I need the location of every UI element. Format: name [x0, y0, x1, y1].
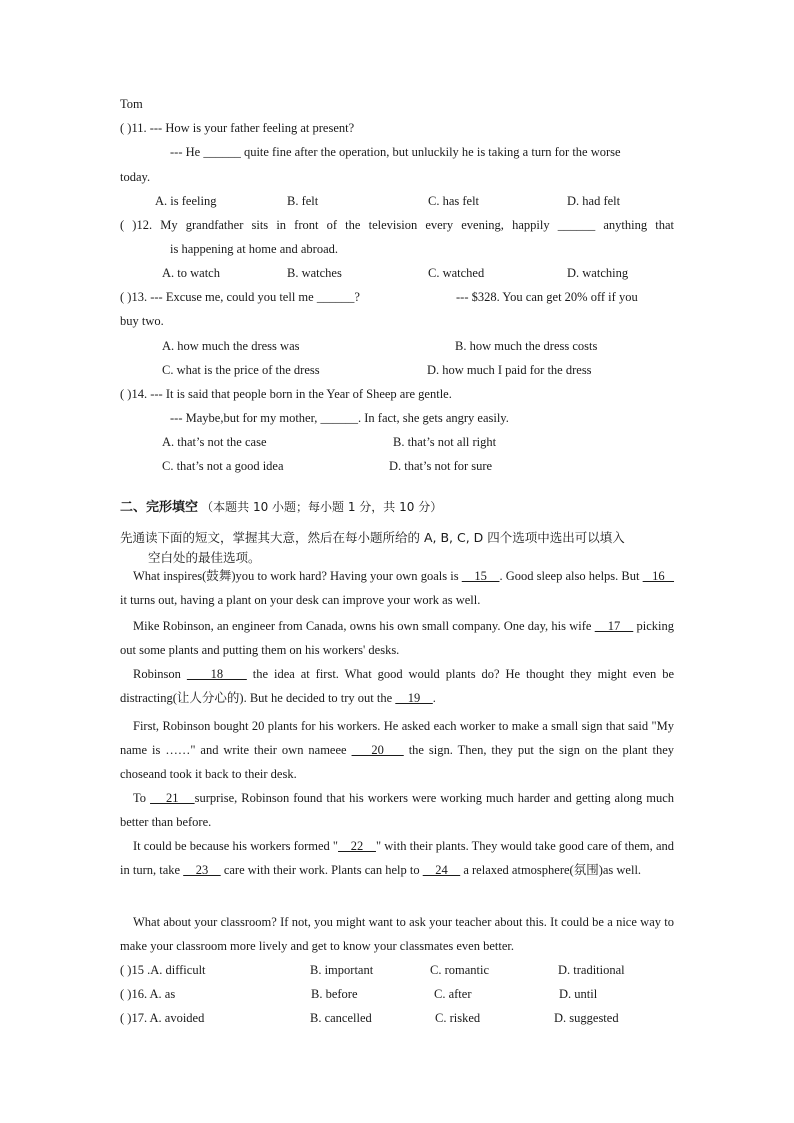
cloze-q17-c: C. risked: [435, 1011, 481, 1025]
q14-option-a: A. that’s not the case: [162, 435, 267, 449]
top-word: Tom: [120, 97, 143, 111]
q12-option-b: B. watches: [287, 266, 342, 280]
q11-option-d: D. had felt: [567, 194, 621, 208]
q13-option-a: A. how much the dress was: [162, 339, 300, 353]
instruction-line2: 空白处的最佳选项。: [148, 550, 261, 565]
blank-18: 18: [186, 667, 247, 681]
section-title: 二、完形填空: [120, 500, 199, 515]
cloze-q16-c: C. after: [434, 987, 472, 1001]
q12-option-a: A. to watch: [162, 266, 220, 280]
blank-20: 20: [351, 743, 404, 757]
section-note: （本题共 10 小题；每小题 1 分，共 10 分）: [201, 500, 443, 514]
cloze-q17-d: D. suggested: [554, 1011, 619, 1025]
blank-22: 22: [338, 839, 376, 853]
q14-line2: --- Maybe,but for my mother, ______. In fact, she gets angry easily.: [170, 411, 509, 425]
q12-line2: is happening at home and abroad.: [170, 242, 339, 256]
q13-answer-text: --- $328. You can get 20% off if you: [456, 290, 638, 304]
q14-stem: ( )14. --- It is said that people born in the Year of Sheep are gentle.: [120, 387, 452, 401]
q11-option-b: B. felt: [287, 194, 319, 208]
passage-paragraph-5: To 21 surprise, Robinson found that his workers were working much harder and getting along much better than before.: [120, 791, 675, 829]
blank-15: 15: [461, 569, 500, 583]
cloze-q17-b: B. cancelled: [310, 1011, 372, 1025]
blank-21: 21: [150, 791, 195, 805]
q14-option-d: D. that’s not for sure: [389, 459, 493, 473]
cloze-q15-a: ( )15 .A. difficult: [120, 963, 206, 977]
cloze-q15-d: D. traditional: [558, 963, 625, 977]
passage-paragraph-3: Robinson 18 the idea at first. What good would plants do? He thought they might even be distracting(让人分心的). But he decided to try out the 19 .: [120, 667, 675, 705]
instruction-line1: 先通读下面的短文，掌握其大意，然后在每小题所给的 A, B, C, D 四个选项中选出可以填入: [120, 530, 625, 545]
q11-line2: --- He ______ quite fine after the operation, but unluckily he is taking a turn for the worse: [170, 145, 621, 159]
q12-option-c: C. watched: [428, 266, 485, 280]
passage-paragraph-7: What about your classroom? If not, you might want to ask your teacher about this. It could be a nice way to make your classroom more lively and get to know your classmates even better.: [120, 915, 674, 953]
q12-option-d: D. watching: [567, 266, 629, 280]
cloze-q16-d: D. until: [559, 987, 598, 1001]
cloze-q16-a: ( )16. A. as: [120, 987, 176, 1001]
q13-option-b: B. how much the dress costs: [455, 339, 598, 353]
q11-option-a: A. is feeling: [155, 194, 217, 208]
section-heading: [120, 499, 442, 516]
cloze-q15-b: B. important: [310, 963, 374, 977]
q14-option-b: B. that’s not all right: [393, 435, 497, 449]
passage-paragraph-6: It could be because his workers formed " 22 " with their plants. They would take good care of them, and in turn, take 23 care with their work. Plants can help to 24 a relaxed atmosphere(氛围)as well.: [120, 839, 675, 877]
q13-line2: buy two.: [120, 314, 164, 328]
blank-23: 23: [183, 863, 221, 877]
blank-16: 16: [642, 569, 675, 583]
passage-paragraph-2: Mike Robinson, an engineer from Canada, owns his own small company. One day, his wife 17 picking out some plants and putting them on his workers' desks.: [120, 619, 675, 657]
q14-option-c: C. that’s not a good idea: [162, 459, 284, 473]
cloze-q17-a: ( )17. A. avoided: [120, 1011, 205, 1025]
q13-option-c: C. what is the price of the dress: [162, 363, 320, 377]
q12-stem: ( )12. My grandfather sits in front of the television every evening, happily ______ anything that: [120, 218, 674, 232]
q13-stem: ( )13. --- Excuse me, could you tell me ______?: [120, 290, 360, 304]
q11-option-c: C. has felt: [428, 194, 480, 208]
passage-paragraph-4: First, Robinson bought 20 plants for his workers. He asked each worker to make a small sign that said "My name is ……" and write their own nameee 20 the sign. Then, they put the sign on the plant they choseand took it back to their desk.: [120, 719, 675, 781]
blank-17: 17: [594, 619, 634, 633]
blank-24: 24: [422, 863, 461, 877]
q11-stem: ( )11. --- How is your father feeling at present?: [120, 121, 355, 135]
passage-paragraph-1: What inspires(鼓舞)you to work hard? Having your own goals is 15 . Good sleep also helps. But 16 it turns out, having a plant on your desk can improve your work as well.: [120, 569, 675, 607]
blank-19: 19: [395, 691, 433, 705]
q11-line3: today.: [120, 170, 151, 184]
q13-option-d: D. how much I paid for the dress: [427, 363, 592, 377]
cloze-q15-c: C. romantic: [430, 963, 490, 977]
cloze-q16-b: B. before: [311, 987, 358, 1001]
